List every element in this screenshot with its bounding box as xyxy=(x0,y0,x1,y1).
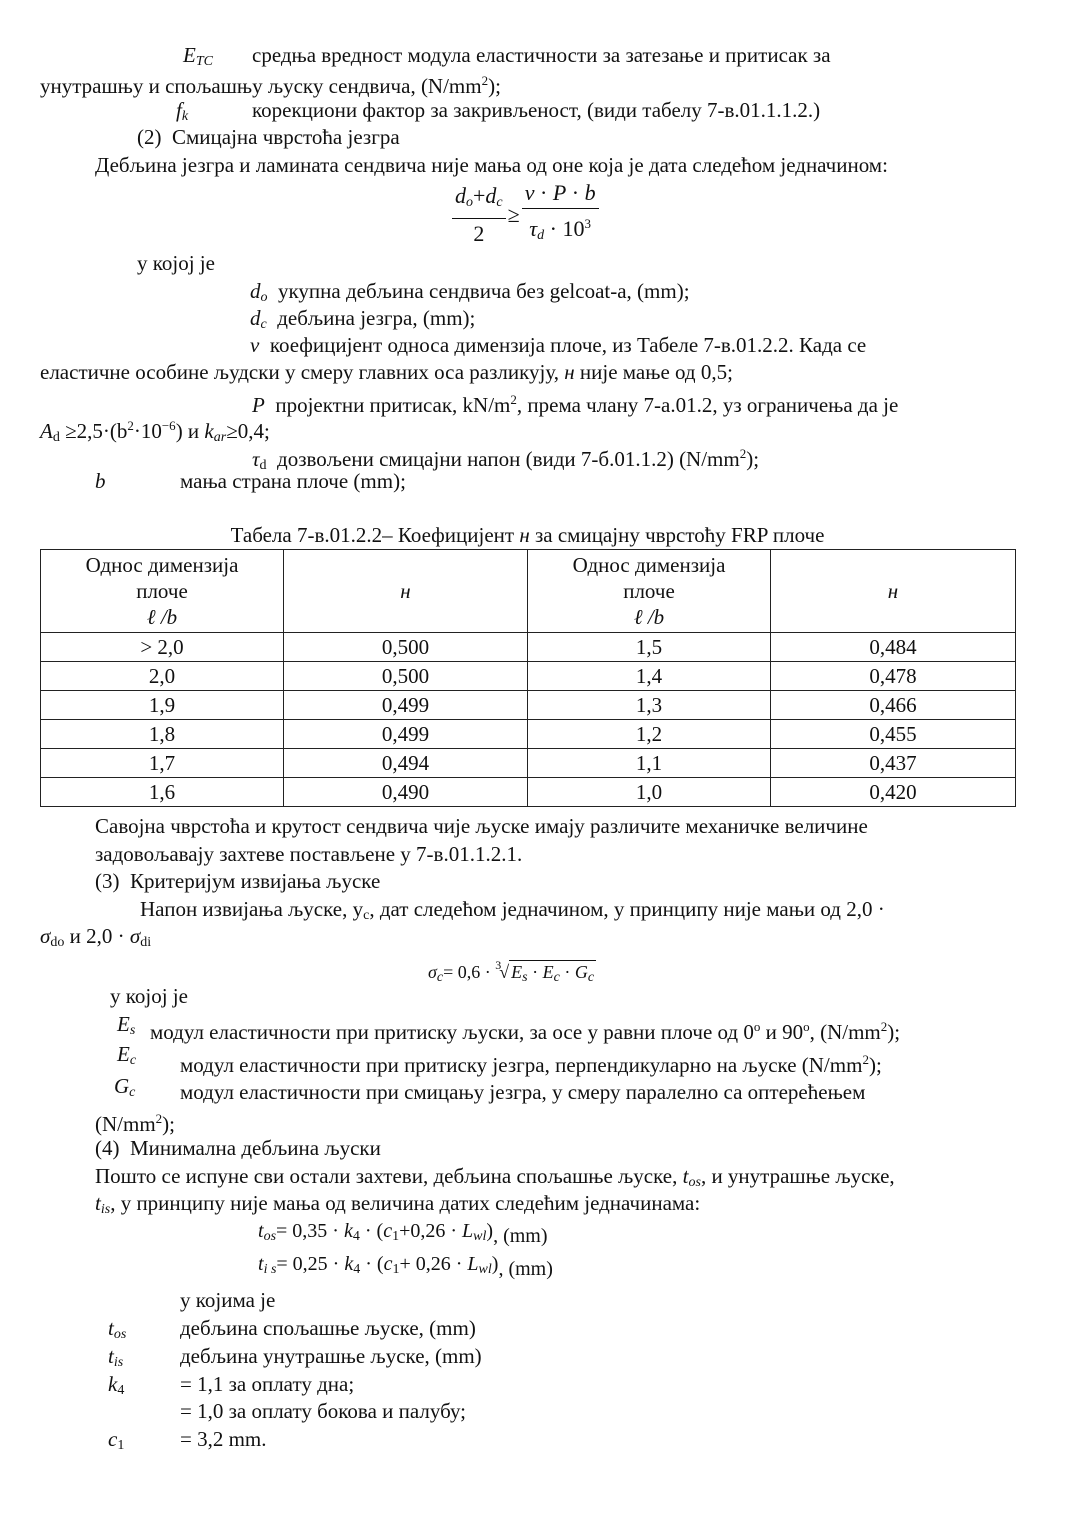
def-v-line1: v коефицијент односа димензија плоче, из Табеле 7-в.01.2.2. Када се xyxy=(250,333,867,357)
def-dc: dc дебљина језгра, (mm); xyxy=(250,306,476,332)
section-3-heading: (3) Критеријум извијања љуске xyxy=(95,869,381,893)
table-cell: 0,490 xyxy=(284,778,528,807)
core-thickness-formula: $\frac{do+dc}{2}$ ≥ $\frac{v \cdot P \cdot b}{\tau d \cdot 10^3}$ xyxy=(452,178,599,251)
def-ec-text: модул еластичности при притиску језгра, перпендикуларно на љуске $(N/mm^2)$; xyxy=(180,1052,882,1077)
table-cell: 1,4 xyxy=(528,662,771,691)
def-b-text: мања страна плоче (mm); xyxy=(180,469,406,493)
where-label-2: у којој је xyxy=(110,984,188,1008)
def-gc-line1: модул еластичности при смицању језгра, у смеру паралелно са оптерећењем xyxy=(180,1080,866,1104)
etc-definition-line2: унутрашњу и спољашњу љуску сендвича, $(N/mm^2)$; xyxy=(40,73,501,98)
header-ratio-1: Однос димензија плоче ℓ /b xyxy=(41,550,284,633)
table-row xyxy=(41,662,1016,691)
def-gc-line2: $(N/mm^2)$; xyxy=(95,1111,175,1136)
def-v-line2: еластичне особине људски у смеру главних оса разликују, н није мање од 0,5; xyxy=(40,360,733,384)
where-label-1: у којој је xyxy=(137,251,215,275)
table-row xyxy=(41,720,1016,749)
outer-shell-formula: $tos= 0,35 \cdot k_4 \cdot (c_1+0,26 \cdot Lwl)$, (mm) xyxy=(258,1220,548,1247)
table-row xyxy=(41,633,1016,662)
table-header-row xyxy=(41,550,1016,633)
table-cell: 0,499 xyxy=(284,691,528,720)
def-es-text: модул еластичности при притиску љуски, за осе у равни плоче од 0$^o$ и 90$^o$, $(N/mm^2)$; xyxy=(150,1019,901,1044)
def-b-symbol: b xyxy=(95,469,106,493)
table-cell: 1,6 xyxy=(41,778,284,807)
table-cell: 1,5 xyxy=(528,633,771,662)
table-cell: 0,500 xyxy=(284,662,528,691)
table-cell: 1,7 xyxy=(41,749,284,778)
def-p-line2: $A_d \ge 2,5\cdot(b^2\cdot 10^{-6})$ и kar≥0,4; xyxy=(40,418,270,445)
coefficient-table xyxy=(40,549,1016,807)
fk-symbol: fk xyxy=(176,98,189,124)
def-do: do укупна дебљина сендвича без gelcoat-a, (mm); xyxy=(250,279,690,305)
def-k4-alt-text: = 1,0 за оплату бокова и палубу; xyxy=(180,1399,467,1423)
table-cell: 1,3 xyxy=(528,691,771,720)
table-cell: 1,1 xyxy=(528,749,771,778)
section-2-heading: (2) Смицајна чврстоћа језгра xyxy=(137,125,400,149)
def-c1-symbol: $c_1$ xyxy=(108,1427,125,1453)
buckling-formula: σc= 0,6 · $^3$√ Es · Ec · Gc xyxy=(428,952,596,991)
def-tau: $\tau_d$ дозвољени смицајни напон (види 7-б.01.1.2) $(N/mm^2)$; xyxy=(252,446,760,473)
table-row xyxy=(41,778,1016,807)
table-cell: 0,500 xyxy=(284,633,528,662)
section-3-intro-line1: Напон извијања љуске, $y_c$, дат следећом једначином, у принципу није мањи од 2,0 · xyxy=(140,897,885,923)
etc-symbol: ETC xyxy=(183,43,213,69)
table-cell: 1,9 xyxy=(41,691,284,720)
def-tos-text: дебљина спољашње љуске, (mm) xyxy=(180,1316,476,1340)
def-p-line1: P пројектни притисак, $kN/m^2$, према члану 7-а.01.2, уз ограничења да је xyxy=(252,392,899,417)
table-cell: 0,420 xyxy=(771,778,1016,807)
table-cell: 1,0 xyxy=(528,778,771,807)
table-caption: Табела 7-в.01.2.2– Коефицијент н за смицајну чврстоћу FRP плоче xyxy=(230,523,825,547)
header-coef-2: н xyxy=(771,550,1016,633)
section-4-intro-line1: Пошто се испуне сви остали захтеви, дебљина спољашње љуске, tos, и унутрашње љуске, xyxy=(95,1164,895,1190)
after-table-line2: задовољавају захтеве постављене у 7-в.01.1.2.1. xyxy=(95,842,523,866)
etc-definition-line1: средња вредност модула еластичности за затезање и притисак за xyxy=(252,43,831,67)
where-label-3: у којима је xyxy=(180,1288,276,1312)
after-table-line1: Савојна чврстоћа и крутост сендвича чије љуске имају различите механичке величине xyxy=(95,814,868,838)
table-cell: 0,494 xyxy=(284,749,528,778)
header-coef-1: н xyxy=(284,550,528,633)
table-cell: 0,466 xyxy=(771,691,1016,720)
def-k4-symbol: $k_4$ xyxy=(108,1372,125,1398)
header-ratio-2: Однос димензија плоче ℓ /b xyxy=(528,550,771,633)
def-c1-text: = 3,2 mm. xyxy=(180,1427,267,1451)
section-3-intro-line2: $\sigma_{do}$ и $2,0 \cdot \sigma_{di}$ xyxy=(40,924,152,950)
table-cell: 0,478 xyxy=(771,662,1016,691)
def-tis-text: дебљина унутрашње љуске, (mm) xyxy=(180,1344,482,1368)
table-cell: 0,455 xyxy=(771,720,1016,749)
table-cell: 0,484 xyxy=(771,633,1016,662)
section-4-heading: (4) Минимална дебљина љуски xyxy=(95,1136,381,1160)
def-tos-symbol: tos xyxy=(108,1316,127,1342)
table-cell: 1,8 xyxy=(41,720,284,749)
table-cell: > 2,0 xyxy=(41,633,284,662)
def-gc-symbol: Gc xyxy=(114,1074,136,1100)
def-k4-text: = 1,1 за оплату дна; xyxy=(180,1372,355,1396)
table-cell: 1,2 xyxy=(528,720,771,749)
def-tis-symbol: tis xyxy=(108,1344,124,1370)
section-2-intro: Дебљина језгра и ламината сендвича није мања од оне која је дата следећом једначином: xyxy=(95,153,888,177)
def-ec-symbol: Ec xyxy=(117,1042,137,1068)
fk-definition: корекциони фактор за закривљеност, (види табелу 7-в.01.1.1.2.) xyxy=(252,98,821,122)
table-row xyxy=(41,749,1016,778)
section-4-intro-line2: tis, у принципу није мања од величина датих следећим једначинама: xyxy=(95,1191,701,1217)
table-cell: 0,499 xyxy=(284,720,528,749)
table-cell: 0,437 xyxy=(771,749,1016,778)
def-es-symbol: Es xyxy=(117,1012,136,1038)
table-cell: 2,0 xyxy=(41,662,284,691)
inner-shell-formula: ti $s= 0,25 \cdot k_4 \cdot (c_1+ 0,26 \cdot Lwl)$, (mm) xyxy=(258,1253,553,1280)
table-row xyxy=(41,691,1016,720)
